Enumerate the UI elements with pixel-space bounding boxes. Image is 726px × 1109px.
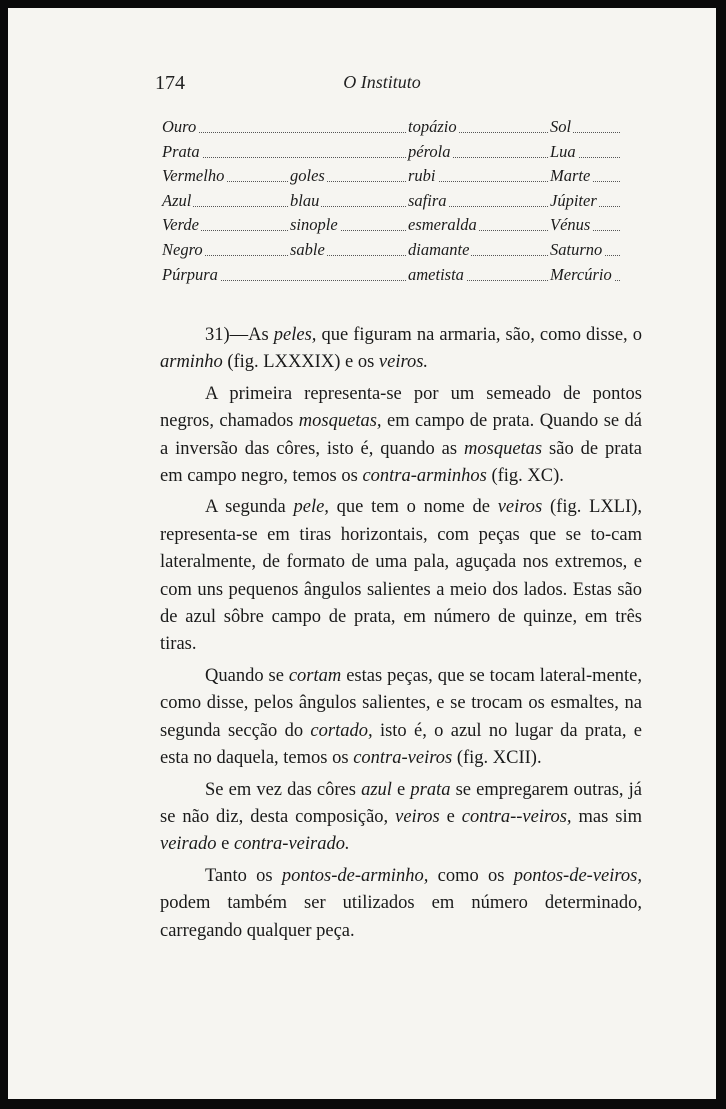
text-run: (fig. XCII).	[452, 748, 542, 769]
tincture-gem: diamante	[408, 239, 470, 259]
tincture-row	[160, 239, 620, 264]
tincture-name: Negro	[162, 239, 203, 259]
italic-term: pontos-de-arminho,	[281, 865, 429, 886]
tincture-gem: pérola	[408, 141, 451, 161]
tincture-name: Vermelho	[162, 166, 225, 186]
tincture-row	[160, 165, 620, 190]
tincture-name: Púrpura	[162, 264, 218, 284]
tincture-gem: rubi	[408, 166, 436, 186]
italic-term: prata	[410, 779, 451, 800]
tincture-planet: Marte	[550, 166, 591, 186]
text-run: 31)—As	[205, 325, 274, 345]
text-run: (fig. LXXXIX) e os	[222, 352, 379, 373]
running-title: O Instituto	[343, 72, 421, 92]
tincture-gem: ametista	[408, 264, 464, 284]
italic-term: contra--veiros,	[461, 806, 572, 827]
text-run: Quando se	[205, 665, 289, 686]
italic-term: cortam	[288, 665, 342, 686]
italic-term: veiros	[395, 806, 440, 827]
tincture-planet: Vénus	[550, 215, 591, 235]
text-run: que tem o nome de	[328, 497, 498, 518]
text-run: em campo de prata. Quando se dá a inversão das côres, isto é, quando as	[160, 411, 643, 459]
italic-term: pele,	[293, 497, 329, 518]
tincture-heraldic: sinople	[290, 215, 338, 235]
text-run: como os	[428, 865, 514, 886]
italic-term: mosquetas	[464, 438, 543, 459]
italic-term: veirado	[160, 834, 217, 855]
tincture-heraldic: goles	[290, 166, 325, 186]
tincture-row	[160, 116, 620, 141]
text-run: e	[216, 834, 234, 855]
tincture-planet: Lua	[550, 141, 576, 161]
text-run: e	[439, 806, 462, 827]
tincture-gem: topázio	[408, 117, 457, 136]
paragraph	[160, 863, 642, 945]
italic-term: pontos-de-veiros,	[513, 865, 642, 886]
tincture-planet: Mercúrio	[550, 264, 612, 284]
tincture-gem: safira	[408, 190, 447, 210]
text-run: são de prata em campo negro, temos os	[160, 438, 642, 487]
italic-term: contra-veirado.	[233, 834, 350, 855]
text-run: Se em vez das côres	[205, 779, 362, 800]
tincture-name: Ouro	[162, 117, 197, 136]
body-text	[160, 322, 642, 949]
text-run: (fig. XC).	[486, 466, 564, 487]
tincture-heraldic: sable	[290, 239, 325, 259]
tincture-gem: esmeralda	[408, 215, 477, 235]
paragraph	[160, 381, 642, 491]
tincture-planet: Sol	[550, 117, 572, 136]
text-run: (fig. LXLI), representa-se em tiras horizontais, com peças que se to-cam lateralmente, de formato de uma pala, aguçada nos extremos, e com uns pequenos ângulos salientes a meio dos lados. Estas são de azul sôbre campo de prata, em número de quinze, em três tiras.	[160, 497, 643, 655]
text-run: Tanto os	[205, 865, 282, 886]
text-run: e	[391, 779, 411, 800]
italic-term: veiros.	[378, 352, 429, 373]
tincture-planet: Saturno	[550, 239, 603, 259]
tincture-row	[160, 214, 620, 239]
tincture-row	[160, 264, 620, 289]
book-page	[8, 8, 716, 1099]
tincture-name: Verde	[162, 215, 199, 235]
tincture-name: Prata	[162, 141, 200, 161]
tincture-planet: Júpiter	[550, 190, 597, 210]
text-run: se empregarem outras, já se não diz, desta composição,	[160, 779, 642, 827]
tincture-heraldic: blau	[290, 190, 320, 210]
tincture-name: Azul	[162, 190, 192, 210]
text-run: mas sim	[571, 806, 642, 827]
paragraph	[160, 663, 642, 773]
text-run: isto é, o azul no lugar da prata, e esta no daquela, temos os	[160, 720, 642, 769]
tincture-table	[160, 116, 620, 288]
italic-term: contra-arminhos	[362, 466, 487, 487]
italic-term: veiros	[497, 497, 543, 518]
italic-term: mosquetas,	[298, 411, 382, 432]
tincture-row	[160, 190, 620, 215]
italic-term: arminho	[160, 352, 223, 373]
page-number: 174	[155, 72, 185, 94]
italic-term: peles,	[273, 325, 317, 345]
text-run: estas peças, que se tocam lateral-mente, como disse, pelos ângulos salientes, e se trocam os esmaltes, na segunda secção do	[160, 665, 643, 741]
text-run: A segunda	[205, 497, 294, 518]
text-run: A primeira representa-se por um semeado de pontos negros, chamados	[160, 383, 642, 432]
text-run: podem também ser utilizados em número determinado, carregando qualquer peça.	[160, 893, 642, 941]
italic-term: contra-veiros	[353, 748, 453, 769]
paragraph	[160, 494, 642, 658]
paragraph	[160, 777, 642, 859]
italic-term: cortado,	[310, 720, 373, 741]
tincture-row	[160, 141, 620, 166]
italic-term: azul	[361, 779, 392, 800]
page-header	[8, 72, 716, 98]
paragraph	[160, 322, 642, 377]
text-run: que figuram na armaria, são, como disse, o	[316, 325, 642, 345]
